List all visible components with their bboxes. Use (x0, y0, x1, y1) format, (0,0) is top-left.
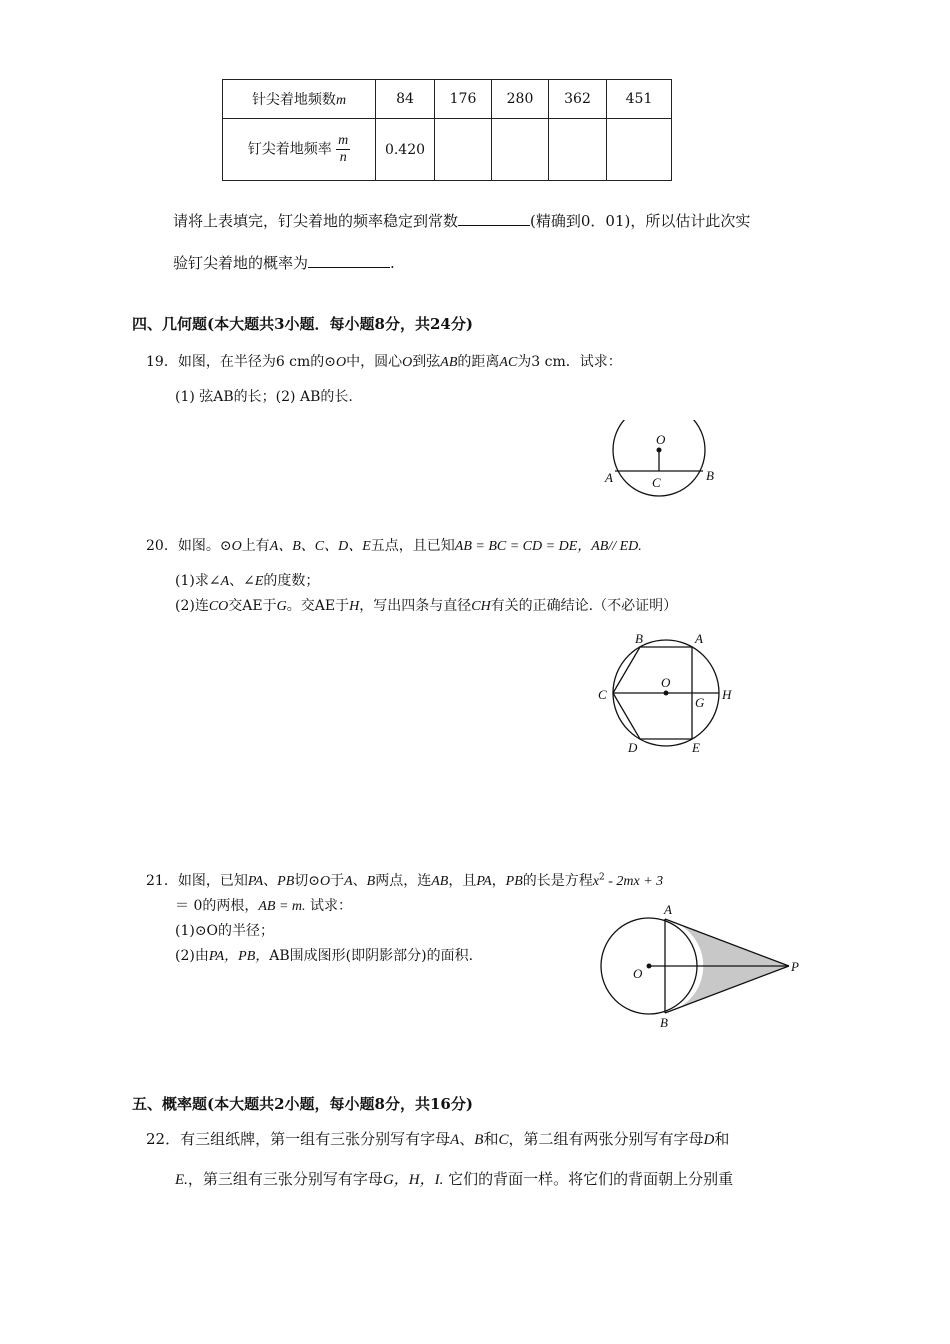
label-b: B (706, 468, 714, 483)
table-row (223, 80, 672, 119)
label-b: B (635, 631, 643, 646)
table-row (223, 119, 672, 181)
q21-sub2: (2)由PA，PB，AB围成图形(即阴影部分)的面积. (175, 948, 474, 964)
table-cell (435, 119, 492, 181)
q22-line2: E.，第三组有三张分别写有字母G，H，I. 它们的背面一样。将它们的背面朝上分别重 (175, 1170, 734, 1188)
q19-figure (595, 420, 725, 500)
table-cell: 0.420 (376, 119, 435, 181)
q20-figure (592, 628, 742, 758)
table-cell: 451 (607, 80, 672, 119)
label-b: B (660, 1015, 668, 1030)
table-cell: 84 (376, 80, 435, 119)
label-h: H (722, 687, 732, 702)
label-a: A (605, 470, 613, 485)
table-cell: 280 (492, 80, 549, 119)
center-point (664, 691, 669, 696)
section-title: 四、几何题(本大题共3小题．每小题8分，共24分) (132, 315, 473, 333)
q20-sub2: (2)连CO交AE于G。交AE于H，写出四条与直径CH有关的正确结论.（不必证明） (175, 598, 678, 614)
section-title: 五、概率题(本大题共2小题，每小题8分，共16分) (132, 1095, 473, 1113)
table-cell (549, 119, 607, 181)
label-c: C (598, 687, 607, 702)
label-c: C (652, 475, 661, 490)
q20-stem: 20．如图。⊙O上有A、B、C、D、E五点，且已知AB = BC = CD = DE，AB// ED. (146, 538, 642, 554)
label-a: A (664, 902, 672, 917)
label-a: A (695, 631, 703, 646)
frequency-table (222, 79, 672, 181)
q19-subquestions: (1) 弦AB的长；(2) AB的长. (175, 389, 353, 405)
table-cell (607, 119, 672, 181)
label-o: O (633, 966, 643, 981)
q18-line1: 请将上表填完，钉尖着地的频率稳定到常数 (精确到0．01)，所以估计此次实 (173, 212, 751, 230)
label-g: G (695, 695, 705, 710)
q22-line1: 22．有三组纸牌，第一组有三张分别写有字母A、B和C，第二组有两张分别写有字母D和 (146, 1130, 730, 1148)
center-point (657, 448, 662, 453)
table-row-label: 钉尖着地频率 $\frac{m}{n}$ (223, 119, 376, 181)
q20-sub1: (1)求∠A、∠E的度数； (175, 573, 320, 589)
q21-stem: 21．如图，已知PA、PB切⊙O于A、B两点，连AB，且PA，PB的长是方程$x^2 - 2mx + 3$ (146, 872, 664, 889)
label-e: E (692, 740, 700, 755)
answer-blank[interactable] (308, 253, 390, 268)
center-point (647, 964, 652, 969)
label-o: O (656, 432, 666, 447)
table-cell: 176 (435, 80, 492, 119)
table-cell (492, 119, 549, 181)
table-row-label: 针尖着地频数m (223, 80, 376, 119)
q18-line2: 验钉尖着地的概率为 . (173, 254, 395, 272)
table-cell: 362 (549, 80, 607, 119)
q21-figure (590, 898, 810, 1038)
label-d: D (628, 740, 638, 755)
label-p: P (791, 959, 799, 974)
label-o: O (661, 675, 671, 690)
answer-blank[interactable] (458, 211, 530, 226)
q21-line2: ＝ 0的两根，AB = m. 试求： (175, 898, 352, 914)
fraction-m-over-n: $\frac{m}{n}$ (338, 133, 349, 165)
q21-sub1: (1)⊙O的半径； (175, 923, 275, 939)
q19-stem: 19．如图，在半径为6 cm的⊙O中，圆心O到弦AB的距离AC为3 cm．试求： (146, 354, 622, 370)
